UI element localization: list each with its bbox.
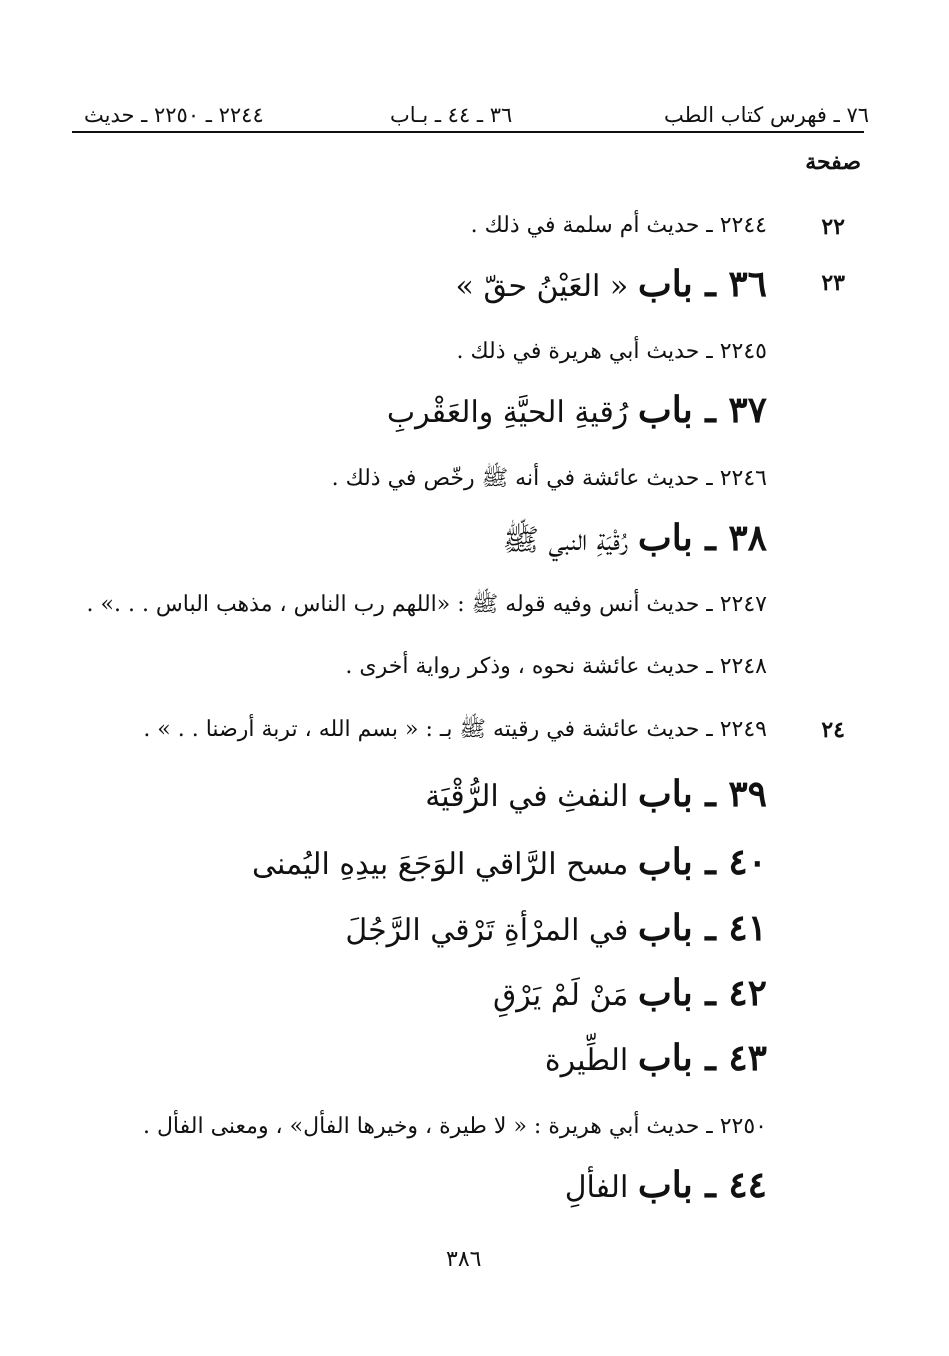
bab-heading: ٣٨ ـ باب xyxy=(637,517,767,559)
running-header-center: ٣٦ ـ ٤٤ ـ بـاب xyxy=(390,103,513,127)
bab-heading: ٤١ ـ باب xyxy=(637,907,767,949)
running-header-right: ٧٦ ـ فهرس كتاب الطب xyxy=(664,103,869,127)
bab-title: في المرْأةِ تَرْقي الرَّجُلَ xyxy=(345,913,629,948)
hadith-entry xyxy=(471,209,767,243)
bab-entry xyxy=(493,971,767,1018)
bab-title: الفألِ xyxy=(564,1170,629,1205)
bab-title: رُقيةِ الحيَّةِ والعَقْربِ xyxy=(386,395,629,430)
bab-heading: ٤٤ ـ باب xyxy=(637,1164,767,1206)
bab-heading: ٤٣ ـ باب xyxy=(637,1037,767,1079)
bab-title: النفثِ في الرُّقْيَة xyxy=(425,779,629,814)
page-ref: ٢٣ xyxy=(821,270,845,296)
bab-entry xyxy=(345,906,767,953)
bab-heading: ٤٢ ـ باب xyxy=(637,972,767,1014)
hadith-text: ٢٢٤٩ ـ حديث عائشة في رقيته ﷺ بـ : « بسم الله ، تربة أرضنا . . » . xyxy=(143,717,767,742)
hadith-entry xyxy=(143,713,767,747)
hadith-text: ٢٢٤٧ ـ حديث أنس وفيه قوله ﷺ : «اللهم رب الناس ، مذهب الباس . . .» . xyxy=(86,592,767,617)
bab-heading: ٣٧ ـ باب xyxy=(637,389,767,431)
page-ref: ٢٢ xyxy=(821,214,845,240)
running-header-left: ٢٢٤٤ ـ ٢٢٥٠ ـ حديث xyxy=(84,103,264,127)
header-rule xyxy=(72,131,864,133)
bab-entry xyxy=(456,262,767,309)
hadith-entry xyxy=(87,588,767,622)
bab-title: الطِّيرة xyxy=(544,1043,629,1078)
bab-entry xyxy=(545,1036,767,1083)
hadith-text: ٢٢٥٠ ـ حديث أبي هريرة : « لا طيرة ، وخيرها الفأل» ، ومعنى الفأل . xyxy=(142,1114,767,1139)
bab-heading: ٤٠ ـ باب xyxy=(637,841,767,883)
bab-entry xyxy=(387,388,767,435)
page-number: ٣٨٦ xyxy=(446,1247,482,1272)
bab-heading: ٣٩ ـ باب xyxy=(637,773,767,815)
hadith-text: ٢٢٤٤ ـ حديث أم سلمة في ذلك . xyxy=(470,213,767,238)
hadith-text: ٢٢٤٥ ـ حديث أبي هريرة في ذلك . xyxy=(456,339,767,364)
bab-title: « العَيْنُ حقّ » xyxy=(455,269,629,304)
hadith-entry xyxy=(332,462,767,496)
bab-entry xyxy=(565,1163,767,1210)
hadith-entry xyxy=(143,1110,767,1144)
bab-entry xyxy=(503,516,767,563)
bab-entry xyxy=(425,772,767,819)
bab-title: مسح الرَّاقي الوَجَعَ بيدِهِ اليُمنى xyxy=(251,847,629,882)
bab-heading: ٣٦ ـ باب xyxy=(637,263,767,305)
page-ref: ٢٤ xyxy=(821,717,845,743)
hadith-text: ٢٢٤٦ ـ حديث عائشة في أنه ﷺ رخّص في ذلك . xyxy=(331,466,767,491)
bab-title: رُقْيَةِ النبي ﷺ xyxy=(502,523,629,558)
hadith-text: ٢٢٤٨ ـ حديث عائشة نحوه ، وذكر رواية أخرى . xyxy=(345,654,767,679)
bab-title: مَنْ لَمْ يَرْقِ xyxy=(493,978,629,1013)
hadith-entry xyxy=(456,335,767,369)
bab-entry xyxy=(252,840,767,887)
page-column-label: صفحة xyxy=(805,149,861,175)
hadith-entry xyxy=(345,650,767,684)
